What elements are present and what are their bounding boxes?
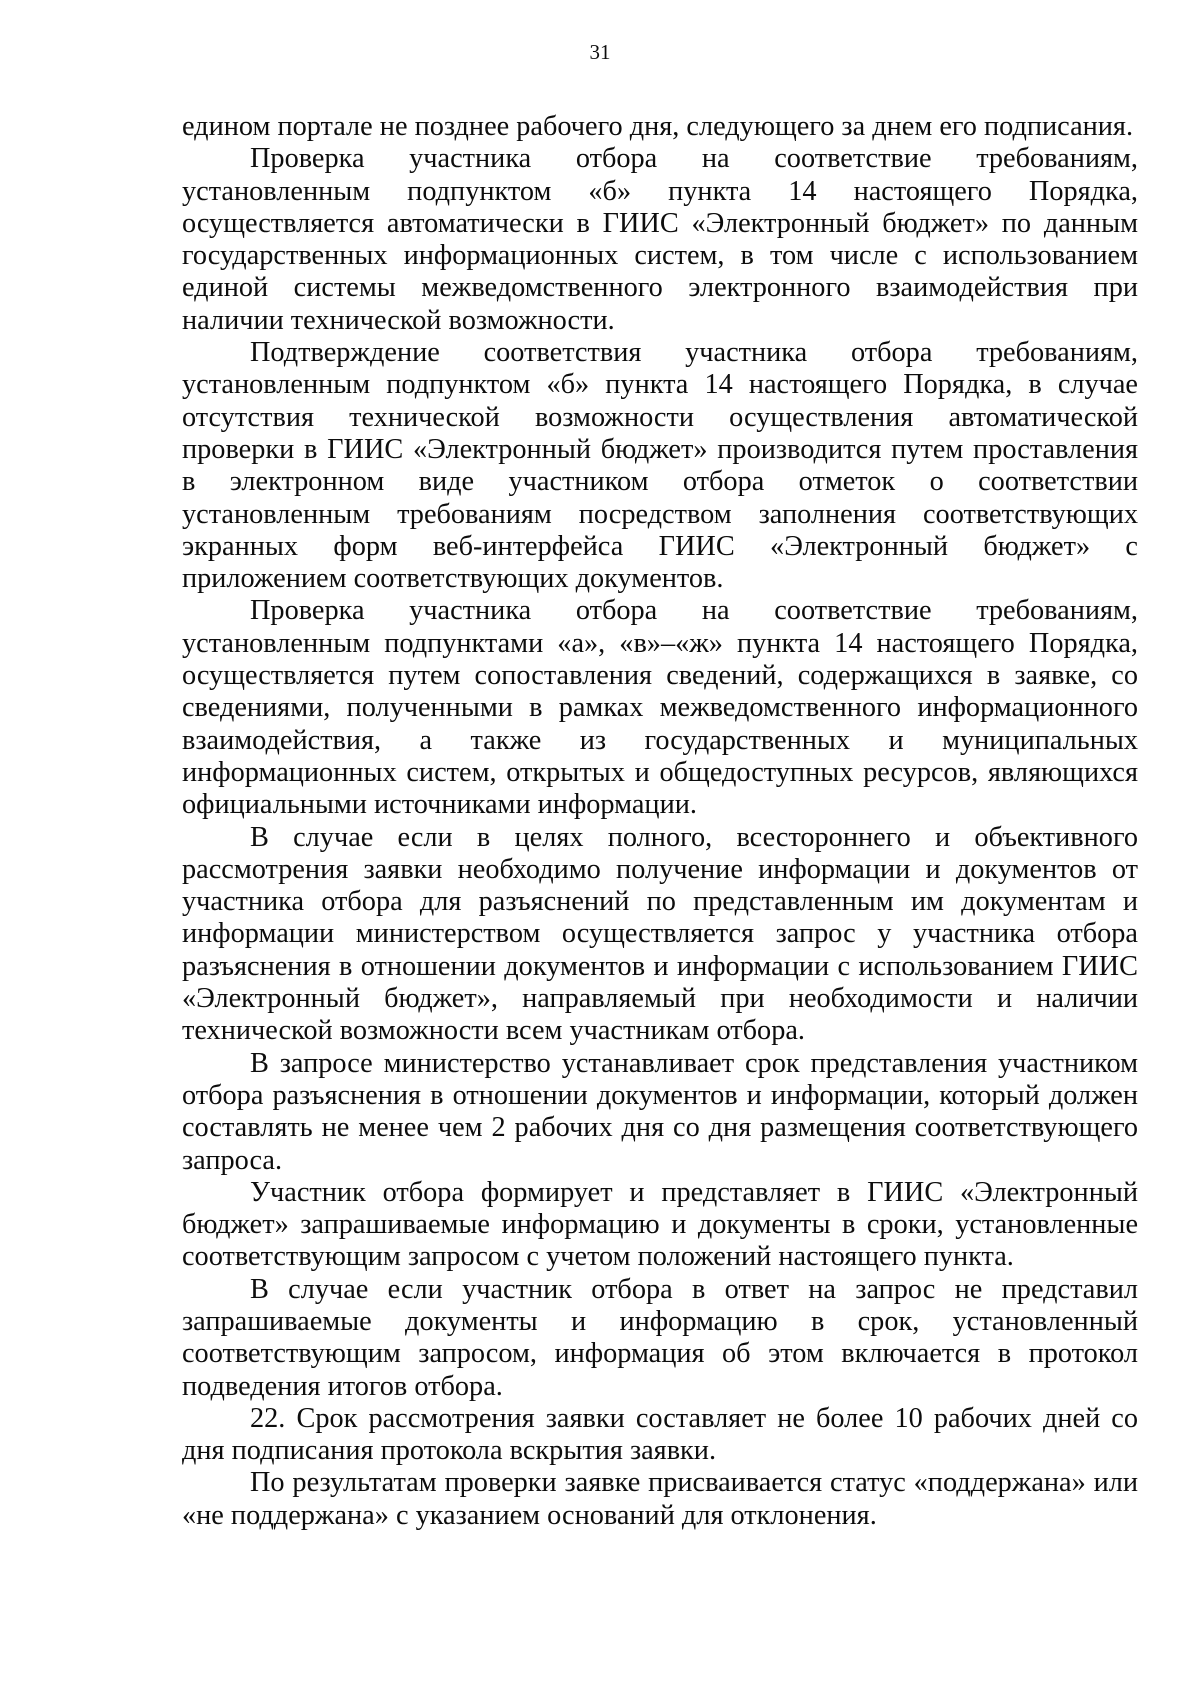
paragraph: В случае если участник отбора в ответ на запрос не представил запрашиваемые документы и информацию в срок, установленный соответствующим запросом, информация об этом включается в протокол подведения итогов отбора. (182, 1273, 1138, 1402)
paragraph: 22. Срок рассмотрения заявки составляет не более 10 рабочих дней со дня подписания протокола вскрытия заявки. (182, 1402, 1138, 1467)
paragraph: Проверка участника отбора на соответствие требованиям, установленным подпунктами «а», «в»–«ж» пункта 14 настоящего Порядка, осуществляется путем сопоставления сведений, содержащихся в заявке, со сведениями, полученными в рамках межведомственного информационного взаимодействия, а также из государственных и муниципальных информационных систем, открытых и общедоступных ресурсов, являющихся официальными источниками информации. (182, 595, 1138, 821)
page-number: 31 (589, 40, 611, 64)
document-body (182, 111, 1138, 1532)
paragraph: В случае если в целях полного, всестороннего и объективного рассмотрения заявки необходимо получение информации и документов от участника отбора для разъяснений по представленным им документам и информации министерством осуществляется запрос у участника отбора разъяснения в отношении документов и информации с использованием ГИИС «Электронный бюджет», направляемый при необходимости и наличии технической возможности всем участникам отбора. (182, 821, 1138, 1047)
paragraph: По результатам проверки заявке присваивается статус «поддержана» или «не поддержана» с указанием оснований для отклонения. (182, 1467, 1138, 1531)
paragraph: Участник отбора формирует и представляет в ГИИС «Электронный бюджет» запрашиваемые информацию и документы в сроки, установленные соответствующим запросом с учетом положений настоящего пункта. (182, 1176, 1138, 1273)
paragraph: едином портале не позднее рабочего дня, следующего за днем его подписания. (182, 111, 1134, 142)
paragraph: В запросе министерство устанавливает срок представления участником отбора разъяснения в отношении документов и информации, который должен составлять не менее чем 2 рабочих дня со дня размещения соответствующего запроса. (182, 1047, 1138, 1176)
paragraph: Подтверждение соответствия участника отбора требованиям, установленным подпунктом «б» пункта 14 настоящего Порядка, в случае отсутствия технической возможности осуществления автоматической проверки в ГИИС «Электронный бюджет» производится путем проставления в электронном виде участником отбора отметок о соответствии установленным требованиям посредством заполнения соответствующих экранных форм веб-интерфейса ГИИС «Электронный бюджет» с приложением соответствующих документов. (182, 337, 1138, 595)
paragraph: Проверка участника отбора на соответствие требованиям, установленным подпунктом «б» пункта 14 настоящего Порядка, осуществляется автоматически в ГИИС «Электронный бюджет» по данным государственных информационных систем, в том числе с использованием единой системы межведомственного электронного взаимодействия при наличии технической возможности. (182, 143, 1138, 336)
